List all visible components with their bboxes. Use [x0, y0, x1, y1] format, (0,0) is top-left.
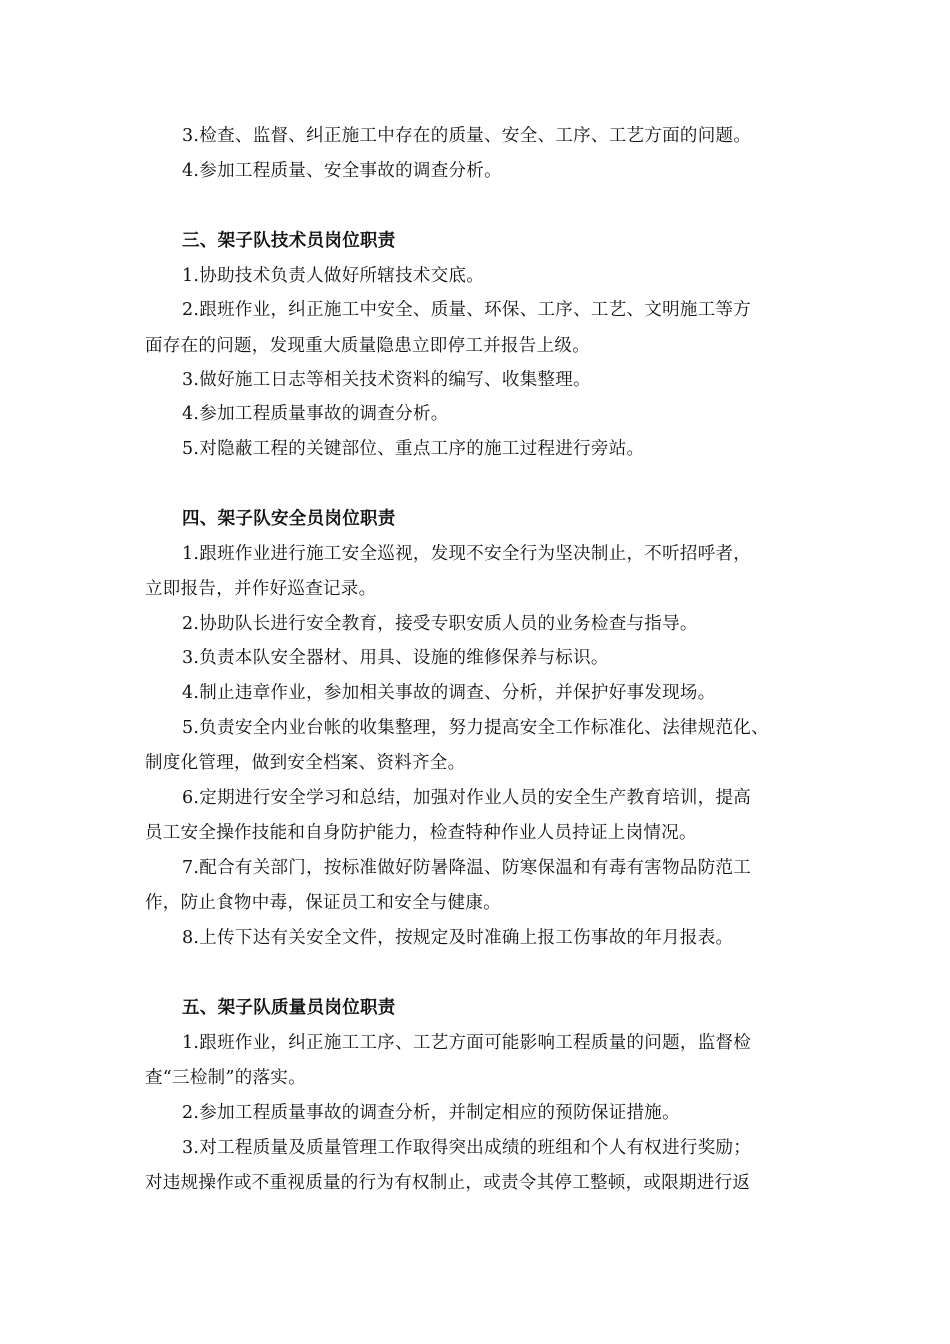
- safety-duty-7: 7.配合有关部门，按标准做好防暑降温、防寒保温和有毒有害物品防范工: [182, 858, 752, 878]
- duty-item-accident-analysis: 4.参加工程质量、安全事故的调查分析。: [182, 161, 502, 181]
- safety-duty-1-cont: 立即报告，并作好巡查记录。: [145, 579, 377, 599]
- section-heading-quality-officer: 五、架子队质量员岗位职责: [182, 998, 396, 1018]
- safety-duty-6-cont: 员工安全操作技能和自身防护能力，检查特种作业人员持证上岗情况。: [145, 823, 697, 843]
- safety-duty-5: 5.负责安全内业台帐的收集整理，努力提高安全工作标准化、法律规范化、: [182, 718, 769, 738]
- technician-duty-3: 3.做好施工日志等相关技术资料的编写、收集整理。: [182, 370, 591, 390]
- safety-duty-6: 6.定期进行安全学习和总结，加强对作业人员的安全生产教育培训，提高: [182, 788, 752, 808]
- quality-duty-3: 3.对工程质量及质量管理工作取得突出成绩的班组和个人有权进行奖励；: [182, 1138, 752, 1158]
- safety-duty-4: 4.制止违章作业，参加相关事故的调查、分析，并保护好事发现场。: [182, 683, 716, 703]
- duty-item-check-supervise: 3.检查、监督、纠正施工中存在的质量、安全、工序、工艺方面的问题。: [182, 126, 752, 146]
- quality-duty-1-cont: 查“三检制”的落实。: [145, 1068, 306, 1088]
- technician-duty-4: 4.参加工程质量事故的调查分析。: [182, 404, 449, 424]
- technician-duty-1: 1.协助技术负责人做好所辖技术交底。: [182, 266, 485, 286]
- technician-duty-2: 2.跟班作业，纠正施工中安全、质量、环保、工序、工艺、文明施工等方: [182, 300, 752, 320]
- safety-duty-3: 3.负责本队安全器材、用具、设施的维修保养与标识。: [182, 648, 609, 668]
- safety-duty-2: 2.协助队长进行安全教育，接受专职安质人员的业务检查与指导。: [182, 614, 698, 634]
- quality-duty-1: 1.跟班作业，纠正施工工序、工艺方面可能影响工程质量的问题，监督检: [182, 1033, 752, 1053]
- section-heading-technician: 三、架子队技术员岗位职责: [182, 231, 396, 251]
- technician-duty-2-cont: 面存在的问题，发现重大质量隐患立即停工并报告上级。: [145, 336, 590, 356]
- quality-duty-3-cont: 对违规操作或不重视质量的行为有权制止，或责令其停工整顿，或限期进行返: [145, 1173, 751, 1193]
- technician-duty-5: 5.对隐蔽工程的关键部位、重点工序的施工过程进行旁站。: [182, 439, 645, 459]
- quality-duty-2: 2.参加工程质量事故的调查分析，并制定相应的预防保证措施。: [182, 1103, 680, 1123]
- section-heading-safety-officer: 四、架子队安全员岗位职责: [182, 509, 396, 529]
- safety-duty-1: 1.跟班作业进行施工安全巡视，发现不安全行为坚决制止，不听招呼者，: [182, 544, 752, 564]
- safety-duty-5-cont: 制度化管理，做到安全档案、资料齐全。: [145, 753, 466, 773]
- safety-duty-8: 8.上传下达有关安全文件，按规定及时准确上报工伤事故的年月报表。: [182, 928, 734, 948]
- safety-duty-7-cont: 作，防止食物中毒，保证员工和安全与健康。: [145, 893, 501, 913]
